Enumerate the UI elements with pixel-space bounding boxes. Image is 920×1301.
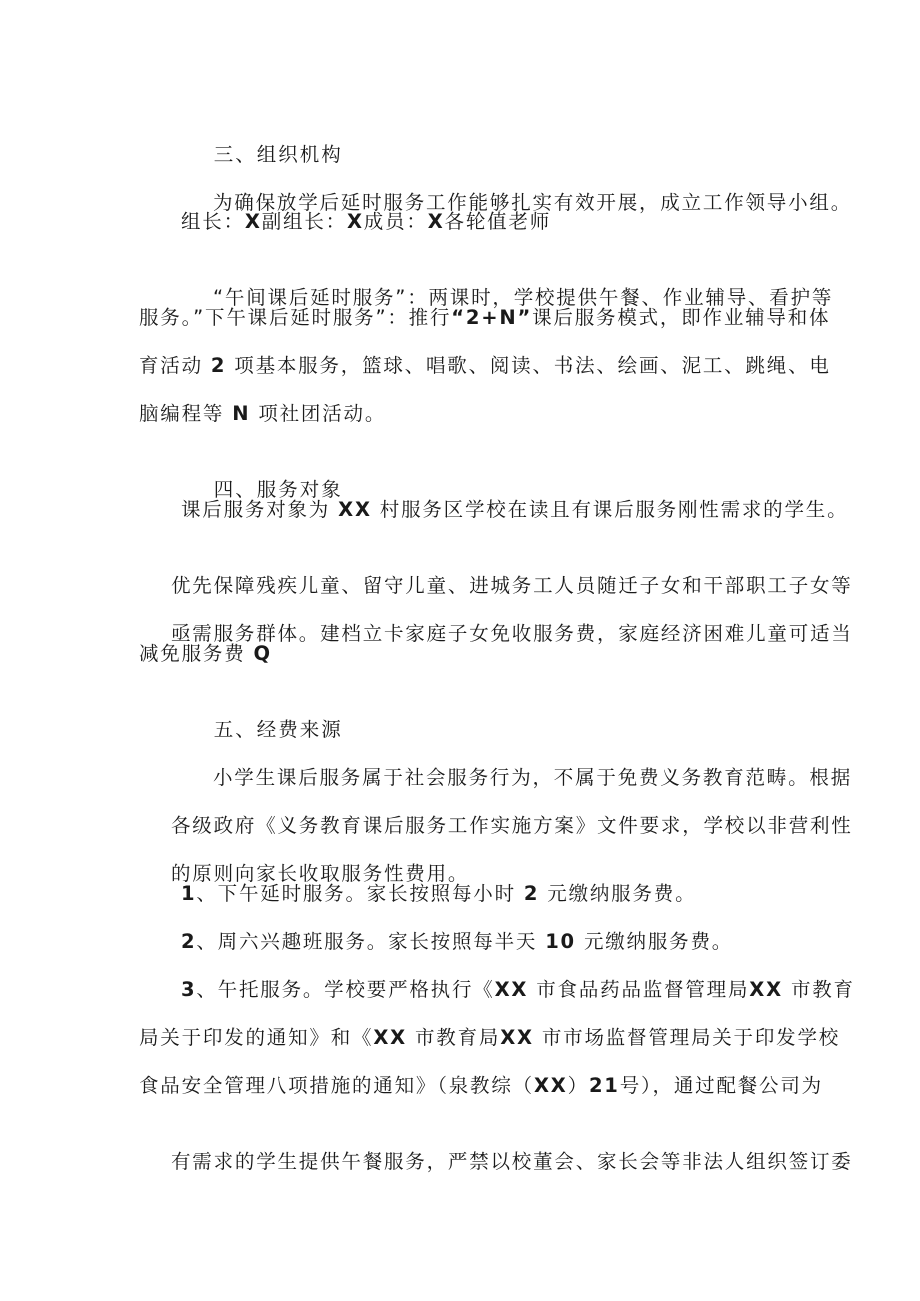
paragraph-services-line1: “午间课后延时服务”：两课时，学校提供午餐、作业辅导、看护等 bbox=[213, 286, 834, 309]
funding-item-3-line4: 有需求的学生提供午餐服务，严禁以校董会、家长会等非法人组织签订委 bbox=[171, 1150, 853, 1173]
funding-item-3-line2: 局关于印发的通知》和《XX 市教育局XX 市市场监督管理局关于印发学校 bbox=[139, 1026, 841, 1049]
funding-item-3-line1: 3、午托服务。学校要严格执行《XX 市食品药品监督管理局XX 市教育 bbox=[181, 978, 855, 1001]
section-heading-organization: 三、组织机构 bbox=[213, 143, 343, 166]
paragraph-leadership-group: 为确保放学后延时服务工作能够扎实有效开展，成立工作领导小组。 bbox=[213, 191, 853, 214]
funding-item-2: 2、周六兴趣班服务。家长按照每半天 10 元缴纳服务费。 bbox=[181, 930, 734, 953]
paragraph-services-line2: 服务。”下午课后延时服务”：推行“2+N”课后服务模式，即作业辅导和体 bbox=[139, 306, 831, 329]
section-heading-funding: 五、经费来源 bbox=[213, 718, 343, 741]
paragraph-target-line3: 亟需服务群体。建档立卡家庭子女免收服务费，家庭经济困难儿童可适当 bbox=[171, 622, 853, 645]
paragraph-target-line1: 课后服务对象为 XX 村服务区学校在读且有课后服务刚性需求的学生。 bbox=[181, 498, 849, 521]
paragraph-target-line2: 优先保障残疾儿童、留守儿童、进城务工人员随迁子女和干部职工子女等 bbox=[171, 574, 853, 597]
funding-item-3-line3: 食品安全管理八项措施的通知》（泉教综（XX）21号），通过配餐公司为 bbox=[139, 1074, 823, 1097]
paragraph-services-line4: 脑编程等 N 项社团活动。 bbox=[139, 402, 387, 425]
paragraph-services-line3: 育活动 2 项基本服务，篮球、唱歌、阅读、书法、绘画、泥工、跳绳、电 bbox=[139, 354, 831, 377]
paragraph-funding-line2: 各级政府《义务教育课后服务工作实施方案》文件要求，学校以非营利性 bbox=[171, 814, 853, 837]
funding-item-1: 1、下午延时服务。家长按照每小时 2 元缴纳服务费。 bbox=[181, 882, 697, 905]
paragraph-funding-line1: 小学生课后服务属于社会服务行为，不属于免费义务教育范畴。根据 bbox=[213, 766, 853, 789]
paragraph-funding-line3: 的原则向家长收取服务性费用。 bbox=[171, 862, 470, 885]
paragraph-target-line4: 减免服务费 Q bbox=[139, 642, 272, 665]
paragraph-members: 组长：X副组长：X成员：X各轮值老师 bbox=[181, 210, 552, 233]
section-heading-target: 四、服务对象 bbox=[213, 478, 343, 501]
